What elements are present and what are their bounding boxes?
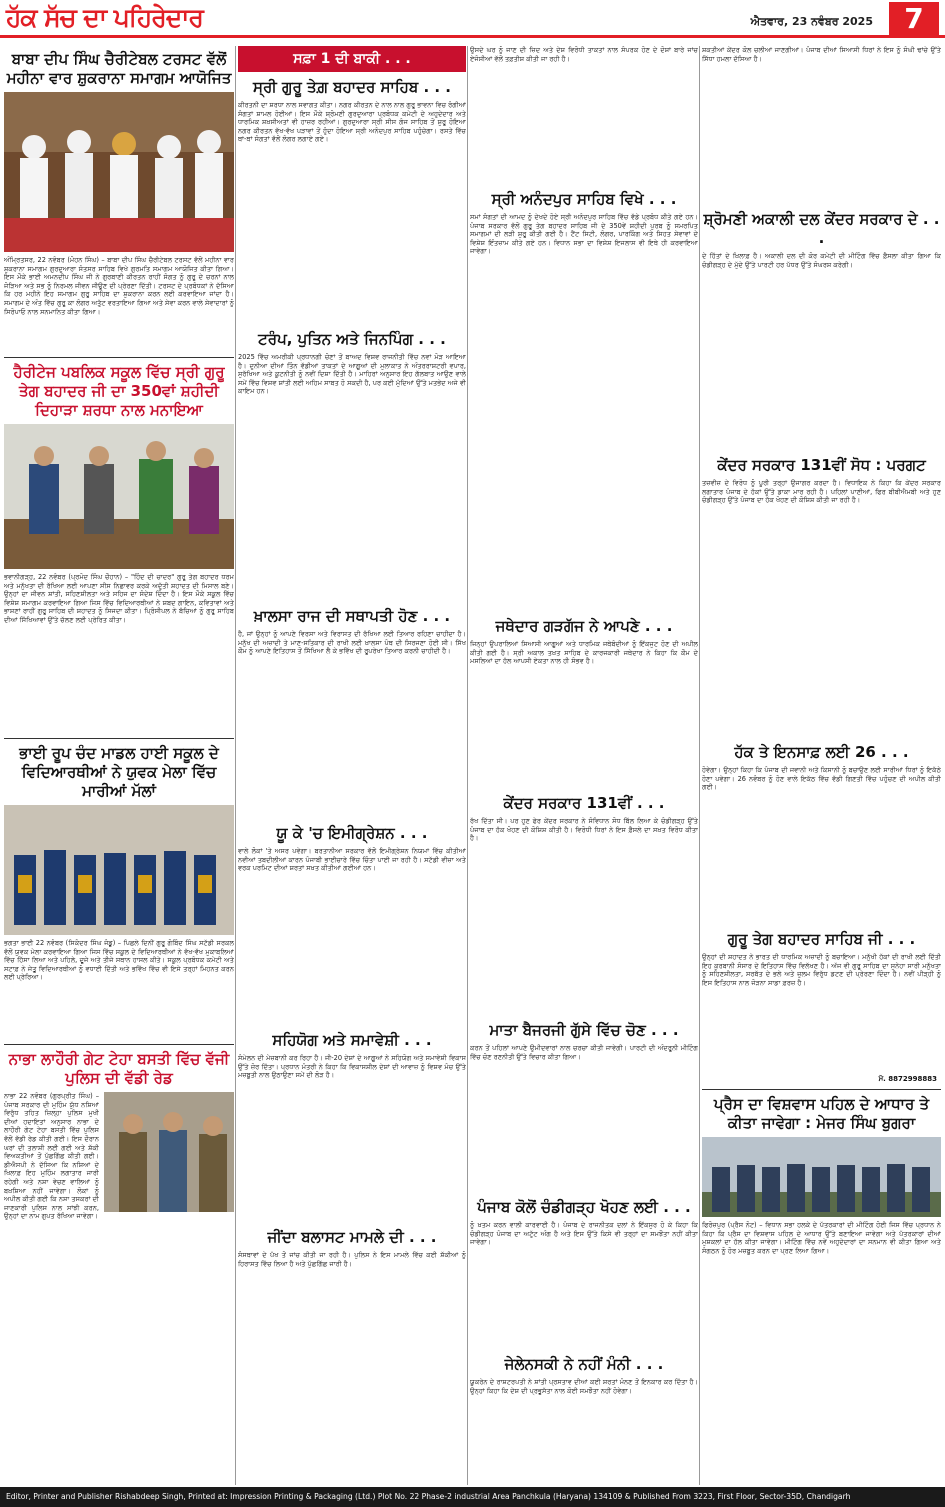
headline-heritage-school: ਹੈਰੀਟੇਜ ਪਬਲਿਕ ਸਕੂਲ ਵਿੱਚ ਸ੍ਰੀ ਗੁਰੂ ਤੇਗ ਬਹਾਦਰ ਜੀ ਦਾ 350ਵਾਂ ਸ਼ਹੀਦੀ ਦਿਹਾੜਾ ਸ਼ਰਧਾ ਨਾਲ ਮਨਾਇਆ	[13, 363, 225, 419]
headline-continued: ਜੀਂਦਾ ਬਲਾਸਟ ਮਾਮਲੇ ਦੀ . . .	[267, 1228, 437, 1246]
photo-press-group	[702, 1137, 941, 1217]
headline-continued: ਹੱਕ ਤੇ ਇਨਸਾਫ਼ ਲਈ 26 . . .	[734, 743, 909, 761]
article-text: ਸੰਮੇਲਨ ਦੀ ਮੇਜ਼ਬਾਨੀ ਕਰ ਰਿਹਾ ਹੈ। ਜੀ-20 ਦੇਸ਼ਾਂ ਦੇ ਆਗੂਆਂ ਨੇ ਸਹਿਯੋਗ ਅਤੇ ਸਮਾਵੇਸ਼ੀ ਵਿਕਾਸ ਉੱਤੇ ਜ਼ੋਰ ਦਿੱਤਾ। ਪ੍ਰਧਾਨ ਮੰਤਰੀ ਨੇ ਕਿਹਾ ਕਿ ਵਿਕਾਸਸ਼ੀਲ ਦੇਸ਼ਾਂ ਦੀ ਆਵਾਜ਼ ਨੂੰ ਵਿਸ਼ਵ ਮੰਚ ਉੱਤੇ ਮਜ਼ਬੂਤੀ ਨਾਲ ਉਠਾਉਣਾ ਸਮੇਂ ਦੀ ਲੋੜ ਹੈ।	[238, 1054, 466, 1080]
article-text: ਕੀਰਤਨੀ ਦਾ ਸ਼ਰਧਾ ਨਾਲ ਸਵਾਗਤ ਕੀਤਾ। ਨਗਰ ਕੀਰਤਨ ਦੇ ਨਾਲ ਨਾਲ ਗੁਰੂ ਭਾਵਨਾ ਵਿਚ ਰੰਗੀਆਂ ਸੰਗਤਾਂ ਸ਼ਾਮਲ ਹੋਈਆਂ। ਇਸ ਮੌਕੇ ਸ਼੍ਰੋਮਣੀ ਗੁਰਦੁਆਰਾ ਪ੍ਰਬੰਧਕ ਕਮੇਟੀ ਦੇ ਅਹੁਦੇਦਾਰ ਅਤੇ ਧਾਰਮਿਕ ਸ਼ਖ਼ਸੀਅਤਾਂ ਵੀ ਹਾਜ਼ਰ ਰਹੀਆਂ। ਗੁਰਦੁਆਰਾ ਸ੍ਰੀ ਸੀਸ ਗੰਜ ਸਾਹਿਬ ਤੋਂ ਸ਼ੁਰੂ ਹੋਇਆ ਨਗਰ ਕੀਰਤਨ ਵੱਖ-ਵੱਖ ਪੜਾਵਾਂ ਤੋਂ ਹੁੰਦਾ ਹੋਇਆ ਸ੍ਰੀ ਅਨੰਦਪੁਰ ਸਾਹਿਬ ਪਹੁੰਚੇਗਾ। ਰਸਤੇ ਵਿੱਚ ਥਾਂ-ਥਾਂ ਸੰਗਤਾਂ ਵੱਲੋਂ ਲੰਗਰ ਲਗਾਏ ਗਏ।	[238, 101, 466, 144]
article-text: ਨਾਭਾ 22 ਨਵੰਬਰ (ਗੁਰਪ੍ਰੀਤ ਸਿੰਘ) – ਪੰਜਾਬ ਸਰਕਾਰ ਦੀ ਮੁਹਿੰਮ ਯੁੱਧ ਨਸ਼ਿਆਂ ਵਿਰੁੱਧ ਤਹਿਤ ਜ਼ਿਲ੍ਹਾ ਪੁਲਿਸ ਮੁਖੀ ਦੀਆਂ ਹਦਾਇਤਾਂ ਅਨੁਸਾਰ ਨਾਭਾ ਦੇ ਲਾਹੌਰੀ ਗੇਟ ਟੇਹਾ ਬਸਤੀ ਵਿੱਚ ਪੁਲਿਸ ਵੱਲੋਂ ਵੱਡੀ ਰੇਡ ਕੀਤੀ ਗਈ। ਇਸ ਦੌਰਾਨ ਘਰਾਂ ਦੀ ਤਲਾਸ਼ੀ ਲਈ ਗਈ ਅਤੇ ਸ਼ੱਕੀ ਵਿਅਕਤੀਆਂ ਤੋਂ ਪੁੱਛਗਿੱਛ ਕੀਤੀ ਗਈ। ਡੀਐਸਪੀ ਨੇ ਦੱਸਿਆ ਕਿ ਨਸ਼ਿਆਂ ਦੇ ਖਿਲਾਫ਼ ਇਹ ਮੁਹਿੰਮ ਲਗਾਤਾਰ ਜਾਰੀ ਰਹੇਗੀ ਅਤੇ ਨਸ਼ਾ ਵੇਚਣ ਵਾਲਿਆਂ ਨੂੰ ਬਖ਼ਸ਼ਿਆ ਨਹੀਂ ਜਾਵੇਗਾ। ਲੋਕਾਂ ਨੂੰ ਅਪੀਲ ਕੀਤੀ ਗਈ ਕਿ ਨਸ਼ਾ ਤਸਕਰਾਂ ਦੀ ਜਾਣਕਾਰੀ ਪੁਲਿਸ ਨਾਲ ਸਾਂਝੀ ਕਰਨ, ਉਨ੍ਹਾਂ ਦਾ ਨਾਮ ਗੁਪਤ ਰੱਖਿਆ ਜਾਵੇਗਾ।	[4, 1092, 99, 1221]
headline-continued: ਸ੍ਰੀ ਅਨੰਦਪੁਰ ਸਾਹਿਬ ਵਿਖੇ . . .	[491, 190, 677, 208]
imprint-footer: Editor, Printer and Publisher Rishabdeep Singh, Printed at: Impression Printing & Packaging (Ltd.) Plot No. 22 Phase-2 industrial Area Panchkula (Haryana) 134109 & Published From 3223, First Floor, Sector-35D, Chandigarh	[0, 1487, 945, 1507]
divider	[702, 1089, 941, 1090]
article-text: ਵਾਲੇ ਲੋਕਾਂ 'ਤੇ ਅਸਰ ਪਵੇਗਾ। ਬਰਤਾਨੀਆ ਸਰਕਾਰ ਵੱਲੋਂ ਇਮੀਗ੍ਰੇਸ਼ਨ ਨਿਯਮਾਂ ਵਿੱਚ ਕੀਤੀਆਂ ਨਵੀਆਂ ਤਬਦੀਲੀਆਂ ਕਾਰਨ ਪੰਜਾਬੀ ਭਾਈਚਾਰੇ ਵਿੱਚ ਚਿੰਤਾ ਪਾਈ ਜਾ ਰਹੀ ਹੈ। ਸਟੱਡੀ ਵੀਜ਼ਾ ਅਤੇ ਵਰਕ ਪਰਮਿਟ ਦੀਆਂ ਸ਼ਰਤਾਂ ਸਖ਼ਤ ਕੀਤੀਆਂ ਗਈਆਂ ਹਨ।	[238, 847, 466, 873]
article-text: ਤਜ਼ਵੀਜ਼ ਦੇ ਵਿਰੋਧ ਨੂੰ ਪੂਰੀ ਤਰ੍ਹਾਂ ਉਜਾਗਰ ਕਰਦਾ ਹੈ। ਵਿਧਾਇਕ ਨੇ ਕਿਹਾ ਕਿ ਕੇਂਦਰ ਸਰਕਾਰ ਲਗਾਤਾਰ ਪੰਜਾਬ ਦੇ ਹੱਕਾਂ ਉੱਤੇ ਡਾਕਾ ਮਾਰ ਰਹੀ ਹੈ। ਪਹਿਲਾਂ ਪਾਣੀਆਂ, ਫਿਰ ਬੀਬੀਐਮਬੀ ਅਤੇ ਹੁਣ ਚੰਡੀਗੜ੍ਹ ਉੱਤੇ ਪੰਜਾਬ ਦਾ ਹੱਕ ਖੋਹਣ ਦੀ ਕੋਸ਼ਿਸ਼ ਕੀਤੀ ਜਾ ਰਹੀ ਹੈ।	[702, 479, 941, 505]
article-text: ਯੂਕਰੇਨ ਦੇ ਰਾਸ਼ਟਰਪਤੀ ਨੇ ਸ਼ਾਂਤੀ ਪ੍ਰਸਤਾਵ ਦੀਆਂ ਕਈ ਸ਼ਰਤਾਂ ਮੰਨਣ ਤੋਂ ਇਨਕਾਰ ਕਰ ਦਿੱਤਾ ਹੈ। ਉਨ੍ਹਾਂ ਕਿਹਾ ਕਿ ਦੇਸ਼ ਦੀ ਪ੍ਰਭੂਸੱਤਾ ਨਾਲ ਕੋਈ ਸਮਝੌਤਾ ਨਹੀਂ ਹੋਵੇਗਾ।	[470, 1378, 698, 1395]
photo-school-event	[4, 424, 234, 569]
article-text: ਉਨ੍ਹਾਂ ਦੀ ਸ਼ਹਾਦਤ ਨੇ ਭਾਰਤ ਦੀ ਧਾਰਮਿਕ ਅਜ਼ਾਦੀ ਨੂੰ ਬਚਾਇਆ। ਮਨੁੱਖੀ ਹੱਕਾਂ ਦੀ ਰਾਖੀ ਲਈ ਦਿੱਤੀ ਇਹ ਕੁਰਬਾਨੀ ਸੰਸਾਰ ਦੇ ਇਤਿਹਾਸ ਵਿੱਚ ਵਿਲੱਖਣ ਹੈ। ਅੱਜ ਵੀ ਗੁਰੂ ਸਾਹਿਬ ਦਾ ਸੁਨੇਹਾ ਸਾਰੀ ਮਨੁੱਖਤਾ ਨੂੰ ਸਹਿਣਸ਼ੀਲਤਾ, ਸਰਬੱਤ ਦੇ ਭਲੇ ਅਤੇ ਜ਼ੁਲਮ ਵਿਰੁੱਧ ਡਟਣ ਦੀ ਪ੍ਰੇਰਣਾ ਦਿੰਦਾ ਹੈ। ਨਵੀਂ ਪੀੜ੍ਹੀ ਨੂੰ ਇਸ ਇਤਿਹਾਸ ਨਾਲ ਜੋੜਨਾ ਸਾਡਾ ਫ਼ਰਜ਼ ਹੈ।	[702, 953, 941, 987]
column-4	[702, 46, 941, 1485]
headline-continued: ਜੇਲੇਨਸਕੀ ਨੇ ਨਹੀਂ ਮੰਨੀ . . .	[504, 1355, 664, 1373]
article-text: ਜਿਨ੍ਹਾਂ ਉਪਰਾਲਿਆਂ ਸਿਆਸੀ ਆਗੂਆਂ ਅਤੇ ਧਾਰਮਿਕ ਜਥੇਬੰਦੀਆਂ ਨੂੰ ਇੱਕਜੁਟ ਹੋਣ ਦੀ ਅਪੀਲ ਕੀਤੀ ਗਈ ਹੈ। ਸ੍ਰੀ ਅਕਾਲ ਤਖ਼ਤ ਸਾਹਿਬ ਦੇ ਕਾਰਜਕਾਰੀ ਜਥੇਦਾਰ ਨੇ ਕਿਹਾ ਕਿ ਕੌਮ ਦੇ ਮਸਲਿਆਂ ਦਾ ਹੱਲ ਆਪਸੀ ਏਕਤਾ ਨਾਲ ਹੀ ਸੰਭਵ ਹੈ।	[470, 640, 698, 666]
page-number: 7	[889, 2, 939, 36]
headline-press-meeting: ਪ੍ਰੈਸ ਦਾ ਵਿਸ਼ਵਾਸ ਪਹਿਲ ਦੇ ਆਧਾਰ ਤੇ ਕੀਤਾ ਜਾਵੇਗਾ : ਮੇਜਰ ਸਿੰਘ ਬੁਗਰਾ	[713, 1095, 930, 1132]
divider	[4, 357, 234, 358]
photo-police-raid	[104, 1092, 234, 1212]
headline-continued: ਪੰਜਾਬ ਕੋਲੋਂ ਚੰਡੀਗੜ੍ਹ ਖੋਹਣ ਲਈ . . .	[477, 1198, 691, 1216]
article-text: ਅੰਮ੍ਰਿਤਸਰ, 22 ਨਵੰਬਰ (ਮੋਹਨ ਸਿੰਘ) – ਬਾਬਾ ਦੀਪ ਸਿੰਘ ਚੈਰੀਟੇਬਲ ਟਰਸਟ ਵੱਲੋਂ ਮਹੀਨਾ ਵਾਰ ਸ਼ੁਕਰਾਨਾ ਸਮਾਗਮ ਗੁਰਦੁਆਰਾ ਸੰਤਸਰ ਸਾਹਿਬ ਵਿਖੇ ਗੁਰਮਤਿ ਸਮਾਗਮ ਆਯੋਜਿਤ ਕੀਤਾ ਗਿਆ। ਇਸ ਮੌਕੇ ਭਾਈ ਅਮਨਦੀਪ ਸਿੰਘ ਜੀ ਨੇ ਗੁਰਬਾਣੀ ਕੀਰਤਨ ਰਾਹੀਂ ਸੰਗਤ ਨੂੰ ਗੁਰੂ ਦੇ ਚਰਨਾਂ ਨਾਲ ਜੋੜਿਆ ਅਤੇ ਸਭ ਨੂੰ ਨਿਰਮਲ ਜੀਵਨ ਜੀਊਣ ਦੀ ਪ੍ਰੇਰਣਾ ਦਿੱਤੀ। ਟਰਸਟ ਦੇ ਪ੍ਰਬੰਧਕਾਂ ਨੇ ਦੱਸਿਆ ਕਿ ਹਰ ਮਹੀਨੇ ਇਹ ਸਮਾਗਮ ਗੁਰੂ ਸਾਹਿਬ ਦਾ ਸ਼ੁਕਰਾਨਾ ਕਰਨ ਲਈ ਕਰਵਾਇਆ ਜਾਂਦਾ ਹੈ। ਸਮਾਗਮ ਦੇ ਅੰਤ ਵਿੱਚ ਗੁਰੂ ਕਾ ਲੰਗਰ ਅਤੁੱਟ ਵਰਤਾਇਆ ਗਿਆ ਅਤੇ ਸੇਵਾ ਕਰਨ ਵਾਲੇ ਸੇਵਾਦਾਰਾਂ ਨੂੰ ਸਿਰੋਪਾਓ ਨਾਲ ਸਨਮਾਨਿਤ ਕੀਤਾ ਗਿਆ।	[4, 256, 234, 316]
continued-banner: ਸਫ਼ਾ 1 ਦੀ ਬਾਕੀ . . .	[238, 46, 466, 72]
headline-police-raid: ਨਾਭਾ ਲਾਹੌਰੀ ਗੇਟ ਟੇਹਾ ਬਸਤੀ ਵਿੱਚ ਵੱਜੀ ਪੁਲਿਸ ਦੀ ਵੱਡੀ ਰੇਡ	[8, 1050, 230, 1087]
headline-continued: ਸ੍ਰੀ ਗੁਰੂ ਤੇਗ਼ ਬਹਾਦਰ ਸਾਹਿਬ . . .	[253, 78, 451, 96]
article-text: ਫਿਰੋਜ਼ਪੁਰ (ਪ੍ਰੈਸ ਨੋਟ) – ਵਿਧਾਨ ਸਭਾ ਹਲਕੇ ਦੇ ਪੱਤਰਕਾਰਾਂ ਦੀ ਮੀਟਿੰਗ ਹੋਈ ਜਿਸ ਵਿੱਚ ਪ੍ਰਧਾਨ ਨੇ ਕਿਹਾ ਕਿ ਪ੍ਰੈਸ ਦਾ ਵਿਸ਼ਵਾਸ ਪਹਿਲ ਦੇ ਆਧਾਰ ਉੱਤੇ ਬਣਾਇਆ ਜਾਵੇਗਾ ਅਤੇ ਪੱਤਰਕਾਰਾਂ ਦੀਆਂ ਮੁਸ਼ਕਲਾਂ ਦਾ ਹੱਲ ਕੀਤਾ ਜਾਵੇਗਾ। ਮੀਟਿੰਗ ਵਿੱਚ ਨਵੇਂ ਅਹੁਦੇਦਾਰਾਂ ਦਾ ਸਨਮਾਨ ਵੀ ਕੀਤਾ ਗਿਆ ਅਤੇ ਸੰਗਠਨ ਨੂੰ ਹੋਰ ਮਜ਼ਬੂਤ ਕਰਨ ਦਾ ਪ੍ਰਣ ਲਿਆ ਗਿਆ।	[702, 1221, 941, 1255]
issue-date: ਐਤਵਾਰ, 23 ਨਵੰਬਰ 2025	[750, 15, 873, 28]
photo-students-trophies	[4, 805, 234, 935]
column-divider	[467, 46, 468, 1485]
article-text: ਸਮਾਂ ਸੰਗਤਾਂ ਦੀ ਆਮਦ ਨੂੰ ਦੇਖਦੇ ਹੋਏ ਸ੍ਰੀ ਅਨੰਦਪੁਰ ਸਾਹਿਬ ਵਿੱਚ ਵੱਡੇ ਪ੍ਰਬੰਧ ਕੀਤੇ ਗਏ ਹਨ। ਪੰਜਾਬ ਸਰਕਾਰ ਵੱਲੋਂ ਗੁਰੂ ਤੇਗ ਬਹਾਦਰ ਸਾਹਿਬ ਜੀ ਦੇ 350ਵੇਂ ਸ਼ਹੀਦੀ ਪੁਰਬ ਨੂੰ ਸਮਰਪਿਤ ਸਮਾਗਮਾਂ ਦੀ ਲੜੀ ਸ਼ੁਰੂ ਕੀਤੀ ਗਈ ਹੈ। ਟੈਂਟ ਸਿਟੀ, ਲੰਗਰ, ਪਾਰਕਿੰਗ ਅਤੇ ਸਿਹਤ ਸੇਵਾਵਾਂ ਦੇ ਵਿਸ਼ੇਸ਼ ਇੰਤਜ਼ਾਮ ਕੀਤੇ ਗਏ ਹਨ। ਵਿਧਾਨ ਸਭਾ ਦਾ ਵਿਸ਼ੇਸ਼ ਇਜਲਾਸ ਵੀ ਇਥੇ ਹੀ ਕਰਵਾਇਆ ਜਾਵੇਗਾ।	[470, 213, 698, 256]
photo-kirtan-samagam	[4, 92, 234, 252]
masthead	[0, 0, 945, 38]
headline-continued: ਟਰੰਪ, ਪੁਤਿਨ ਅਤੇ ਜਿਨਪਿੰਗ . . .	[258, 330, 446, 348]
headline-continued: ਖ਼ਾਲਸਾ ਰਾਜ ਦੀ ਸਥਾਪਤੀ ਹੋਣ . . .	[253, 607, 451, 625]
newspaper-name: ਹੱਕ ਸੱਚ ਦਾ ਪਹਿਰੇਦਾਰ	[6, 3, 203, 32]
article-text: ਭਵਾਨੀਗੜ੍ਹ, 22 ਨਵੰਬਰ (ਪ੍ਰਮੋਦ ਸਿੰਘ ਚੌਹਾਨ) – "ਹਿੰਦ ਦੀ ਚਾਦਰ" ਗੁਰੂ ਤੇਗ ਬਹਾਦਰ ਧਰਮ ਅਤੇ ਮਨੁੱਖਤਾ ਦੀ ਰੱਖਿਆ ਲਈ ਆਪਣਾ ਸੀਸ ਨਿਛਾਵਰ ਕਰਕੇ ਅਦੁੱਤੀ ਸ਼ਹਾਦਤ ਦੀ ਮਿਸਾਲ ਬਣੇ। ਉਨ੍ਹਾਂ ਦਾ ਜੀਵਨ ਸ਼ਾਂਤੀ, ਸਹਿਣਸ਼ੀਲਤਾ ਅਤੇ ਸਹਿਜ ਦਾ ਸੰਦੇਸ਼ ਦਿੰਦਾ ਹੈ। ਇਸ ਮੌਕੇ ਸਕੂਲ ਵਿੱਚ ਵਿਸ਼ੇਸ਼ ਸਮਾਗਮ ਕਰਵਾਇਆ ਗਿਆ ਜਿਸ ਵਿੱਚ ਵਿਦਿਆਰਥੀਆਂ ਨੇ ਸ਼ਬਦ ਗਾਇਨ, ਕਵਿਤਾਵਾਂ ਅਤੇ ਭਾਸ਼ਣਾਂ ਰਾਹੀਂ ਗੁਰੂ ਸਾਹਿਬ ਦੀ ਸ਼ਹਾਦਤ ਨੂੰ ਸਿਜਦਾ ਕੀਤਾ। ਪ੍ਰਿੰਸੀਪਲ ਨੇ ਬੱਚਿਆਂ ਨੂੰ ਗੁਰੂ ਸਾਹਿਬ ਦੀਆਂ ਸਿੱਖਿਆਵਾਂ ਉੱਤੇ ਚੱਲਣ ਲਈ ਪ੍ਰੇਰਿਤ ਕੀਤਾ।	[4, 573, 234, 624]
article-text: ਭਗਤਾ ਭਾਈ 22 ਨਵੰਬਰ (ਸਿਕੰਦਰ ਸਿੰਘ ਜੰਡੂ) – ਪਿਛਲੇ ਦਿਨੀਂ ਗੁਰੂ ਗੋਬਿੰਦ ਸਿੰਘ ਸਟੱਡੀ ਸਰਕਲ ਵੱਲੋਂ ਯੁਵਕ ਮੇਲਾ ਕਰਵਾਇਆ ਗਿਆ ਜਿਸ ਵਿੱਚ ਸਕੂਲ ਦੇ ਵਿਦਿਆਰਥੀਆਂ ਨੇ ਵੱਖ-ਵੱਖ ਮੁਕਾਬਲਿਆਂ ਵਿੱਚ ਹਿੱਸਾ ਲਿਆ ਅਤੇ ਪਹਿਲੇ, ਦੂਜੇ ਅਤੇ ਤੀਜੇ ਸਥਾਨ ਹਾਸਲ ਕੀਤੇ। ਸਕੂਲ ਪ੍ਰਬੰਧਕ ਕਮੇਟੀ ਅਤੇ ਸਟਾਫ਼ ਨੇ ਜੇਤੂ ਵਿਦਿਆਰਥੀਆਂ ਨੂੰ ਵਧਾਈ ਦਿੱਤੀ ਅਤੇ ਭਵਿੱਖ ਵਿੱਚ ਵੀ ਇਸੇ ਤਰ੍ਹਾਂ ਮਿਹਨਤ ਕਰਨ ਲਈ ਪ੍ਰੇਰਿਆ।	[4, 939, 234, 982]
headline-continued: ਕੇਂਦਰ ਸਰਕਾਰ 131ਵੀਂ ਸੋਧ : ਪਰਗਟ	[717, 456, 926, 474]
article-text: ਹੋਵੇਗਾ। ਉਨ੍ਹਾਂ ਕਿਹਾ ਕਿ ਪੰਜਾਬ ਦੀ ਜਵਾਨੀ ਅਤੇ ਕਿਸਾਨੀ ਨੂੰ ਬਚਾਉਣ ਲਈ ਸਾਰੀਆਂ ਧਿਰਾਂ ਨੂੰ ਇਕੱਠੇ ਹੋਣਾ ਪਵੇਗਾ। 26 ਨਵੰਬਰ ਨੂੰ ਹੋਣ ਵਾਲੇ ਇਕੱਠ ਵਿੱਚ ਵੱਡੀ ਗਿਣਤੀ ਵਿੱਚ ਪਹੁੰਚਣ ਦੀ ਅਪੀਲ ਕੀਤੀ ਗਈ।	[702, 766, 941, 792]
headline-continued: ਗੁਰੂ ਤੇਗ ਬਹਾਦਰ ਸਾਹਿਬ ਜੀ . . .	[727, 930, 916, 948]
column-1	[4, 46, 234, 1485]
article-text: ਰੱਖ ਦਿੱਤਾ ਸੀ। ਪਰ ਹੁਣ ਫੇਰ ਕੇਂਦਰ ਸਰਕਾਰ ਨੇ ਸੰਵਿਧਾਨ ਸੋਧ ਬਿੱਲ ਲਿਆ ਕੇ ਚੰਡੀਗੜ੍ਹ ਉੱਤੇ ਪੰਜਾਬ ਦਾ ਹੱਕ ਖੋਹਣ ਦੀ ਕੋਸ਼ਿਸ਼ ਕੀਤੀ ਹੈ। ਵਿਰੋਧੀ ਧਿਰਾਂ ਨੇ ਇਸ ਫ਼ੈਸਲੇ ਦਾ ਸਖ਼ਤ ਵਿਰੋਧ ਕੀਤਾ ਹੈ।	[470, 817, 698, 843]
article-text: ਕਰਨ ਤੋਂ ਪਹਿਲਾਂ ਆਪਣੇ ਉਮੀਦਵਾਰਾਂ ਨਾਲ ਚਰਚਾ ਕੀਤੀ ਜਾਵੇਗੀ। ਪਾਰਟੀ ਦੀ ਅੰਦਰੂਨੀ ਮੀਟਿੰਗ ਵਿੱਚ ਚੋਣ ਰਣਨੀਤੀ ਉੱਤੇ ਵਿਚਾਰ ਕੀਤਾ ਗਿਆ।	[470, 1044, 698, 1061]
headline-continued: ਸ਼੍ਰੋਮਣੀ ਅਕਾਲੀ ਦਲ ਕੇਂਦਰ ਸਰਕਾਰ ਦੇ . . .	[703, 210, 940, 247]
article-text: ਨੂੰ ਖ਼ਤਮ ਕਰਨ ਵਾਲੀ ਕਾਰਵਾਈ ਹੈ। ਪੰਜਾਬ ਦੇ ਰਾਜਨੀਤਕ ਦਲਾਂ ਨੇ ਇੱਕਸੁਰ ਹੋ ਕੇ ਕਿਹਾ ਕਿ ਚੰਡੀਗੜ੍ਹ ਪੰਜਾਬ ਦਾ ਅਟੁੱਟ ਅੰਗ ਹੈ ਅਤੇ ਇਸ ਉੱਤੇ ਕਿਸੇ ਵੀ ਤਰ੍ਹਾਂ ਦਾ ਸਮਝੌਤਾ ਨਹੀਂ ਕੀਤਾ ਜਾਵੇਗਾ।	[470, 1221, 698, 1247]
headline-continued: ਮਾਤਾ ਬੈਜਰਜੀ ਗੁੱਸੇ ਵਿੱਚ ਚੋਣ . . .	[489, 1021, 679, 1039]
headline-continued: ਯੂ ਕੇ 'ਚ ਇਮੀਗ੍ਰੇਸ਼ਨ . . .	[276, 824, 428, 842]
divider	[4, 738, 234, 739]
article-text: ਦੇ ਹਿੱਤਾਂ ਦੇ ਖ਼ਿਲਾਫ਼ ਹੈ। ਅਕਾਲੀ ਦਲ ਦੀ ਕੋਰ ਕਮੇਟੀ ਦੀ ਮੀਟਿੰਗ ਵਿੱਚ ਫ਼ੈਸਲਾ ਕੀਤਾ ਗਿਆ ਕਿ ਚੰਡੀਗੜ੍ਹ ਦੇ ਮੁੱਦੇ ਉੱਤੇ ਪਾਰਟੀ ਹਰ ਪੱਧਰ ਉੱਤੇ ਸੰਘਰਸ਼ ਕਰੇਗੀ।	[702, 252, 941, 269]
author-contact: ਮੋ. 8872998883	[878, 1075, 937, 1083]
column-3	[470, 46, 698, 1485]
headline-youth-fair: ਭਾਈ ਰੂਪ ਚੰਦ ਮਾਡਲ ਹਾਈ ਸਕੂਲ ਦੇ ਵਿਦਿਆਰਥੀਆਂ ਨੇ ਯੁਵਕ ਮੇਲਾ ਵਿੱਚ ਮਾਰੀਆਂ ਮੱਲਾਂ	[19, 744, 219, 800]
article-text: 2025 ਵਿੱਚ ਅਮਰੀਕੀ ਪ੍ਰਧਾਨਗੀ ਚੋਣਾਂ ਤੋਂ ਬਾਅਦ ਵਿਸ਼ਵ ਰਾਜਨੀਤੀ ਵਿੱਚ ਨਵਾਂ ਮੋੜ ਆਇਆ ਹੈ। ਦੁਨੀਆ ਦੀਆਂ ਤਿੰਨ ਵੱਡੀਆਂ ਤਾਕਤਾਂ ਦੇ ਆਗੂਆਂ ਦੀ ਮੁਲਾਕਾਤ ਨੇ ਅੰਤਰਰਾਸ਼ਟਰੀ ਵਪਾਰ, ਸੁਰੱਖਿਆ ਅਤੇ ਕੂਟਨੀਤੀ ਨੂੰ ਨਵੀਂ ਦਿਸ਼ਾ ਦਿੱਤੀ ਹੈ। ਮਾਹਿਰਾਂ ਅਨੁਸਾਰ ਇਹ ਗੱਲਬਾਤ ਆਉਣ ਵਾਲੇ ਸਮੇਂ ਵਿੱਚ ਵਿਸ਼ਵ ਸ਼ਾਂਤੀ ਲਈ ਅਹਿਮ ਸਾਬਤ ਹੋ ਸਕਦੀ ਹੈ, ਪਰ ਕਈ ਮੁੱਦਿਆਂ ਉੱਤੇ ਮਤਭੇਦ ਅਜੇ ਵੀ ਕਾਇਮ ਹਨ।	[238, 353, 466, 396]
article-text: ਸੰਸਥਾਵਾਂ ਦੇ ਪੱਖ ਤੋਂ ਜਾਂਚ ਕੀਤੀ ਜਾ ਰਹੀ ਹੈ। ਪੁਲਿਸ ਨੇ ਇਸ ਮਾਮਲੇ ਵਿੱਚ ਕਈ ਸ਼ੱਕੀਆਂ ਨੂੰ ਹਿਰਾਸਤ ਵਿੱਚ ਲਿਆ ਹੈ ਅਤੇ ਪੁੱਛਗਿੱਛ ਜਾਰੀ ਹੈ।	[238, 1251, 466, 1268]
article-text: ਸ਼ਕਤੀਆਂ ਕੇਂਦਰ ਕੋਲ ਚਲੀਆਂ ਜਾਣਗੀਆਂ। ਪੰਜਾਬ ਦੀਆਂ ਸਿਆਸੀ ਧਿਰਾਂ ਨੇ ਇਸ ਨੂੰ ਸੰਘੀ ਢਾਂਚੇ ਉੱਤੇ ਸਿੱਧਾ ਹਮਲਾ ਦੱਸਿਆ ਹੈ।	[702, 46, 941, 63]
headline-continued: ਕੇਂਦਰ ਸਰਕਾਰ 131ਵੀਂ . . .	[503, 794, 665, 812]
headline-trust-samagam: ਬਾਬਾ ਦੀਪ ਸਿੰਘ ਚੈਰੀਟੇਬਲ ਟਰਸਟ ਵੱਲੋਂ ਮਹੀਨਾ ਵਾਰ ਸ਼ੁਕਰਾਨਾ ਸਮਾਗਮ ਆਯੋਜਿਤ	[6, 50, 232, 87]
column-divider	[699, 46, 700, 1485]
column-2	[238, 46, 466, 1485]
article-text: ਉਸਦੇ ਘਰ ਨੂੰ ਜਾਣ ਦੀ ਜ਼ਿਦ ਅਤੇ ਦੇਸ਼ ਵਿਰੋਧੀ ਤਾਕਤਾਂ ਨਾਲ ਸੰਪਰਕ ਹੋਣ ਦੇ ਦੋਸ਼ਾਂ ਬਾਰੇ ਜਾਂਚ ਏਜੰਸੀਆਂ ਵੱਲੋਂ ਤਫ਼ਤੀਸ਼ ਕੀਤੀ ਜਾ ਰਹੀ ਹੈ।	[470, 46, 698, 63]
divider	[4, 1044, 234, 1045]
column-divider	[235, 46, 236, 1485]
article-text: ਹੈ, ਜਾਂ ਉਨ੍ਹਾਂ ਨੂੰ ਆਪਣੇ ਵਿਰਸਾ ਅਤੇ ਵਿਰਾਸਤ ਦੀ ਰੱਖਿਆ ਲਈ ਤਿਆਰ ਰਹਿਣਾ ਚਾਹੀਦਾ ਹੈ। ਮਨੁੱਖ ਦੀ ਅਜ਼ਾਦੀ ਤੇ ਮਾਣ-ਸਤਿਕਾਰ ਦੀ ਰਾਖੀ ਲਈ ਖ਼ਾਲਸਾ ਪੰਥ ਦੀ ਸਿਰਜਣਾ ਹੋਈ ਸੀ। ਸਿੱਖ ਕੌਮ ਨੂੰ ਆਪਣੇ ਇਤਿਹਾਸ ਤੋਂ ਸਿੱਖਿਆ ਲੈ ਕੇ ਭਵਿੱਖ ਦੀ ਰੂਪਰੇਖਾ ਤਿਆਰ ਕਰਨੀ ਚਾਹੀਦੀ ਹੈ।	[238, 630, 466, 656]
headline-continued: ਸਹਿਯੋਗ ਅਤੇ ਸਮਾਵੇਸ਼ੀ . . .	[272, 1031, 432, 1049]
headline-continued: ਜਥੇਦਾਰ ਗੜਗੱਜ ਨੇ ਆਪਣੇ . . .	[495, 617, 673, 635]
